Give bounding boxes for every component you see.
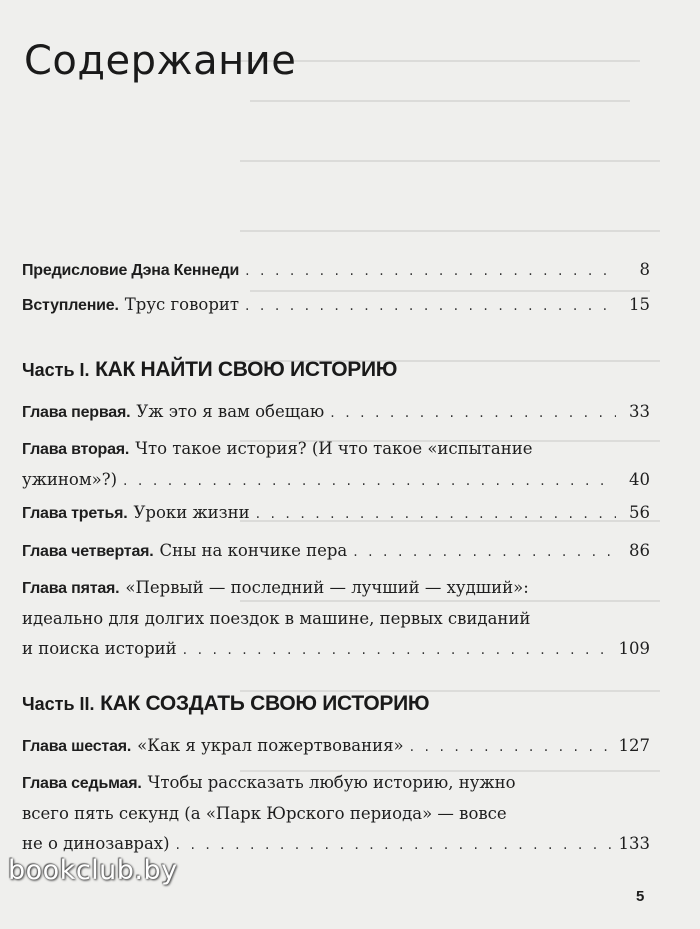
part-title: КАК НАЙТИ СВОЮ ИСТОРИЮ	[95, 358, 398, 381]
toc-entry-chapter-3	[22, 498, 650, 529]
entry-title-cont: идеально для долгих поездок в машине, первых свиданий	[22, 609, 531, 628]
watermark: bookclub.by	[8, 855, 178, 886]
dot-leader	[330, 398, 616, 428]
entry-label: Глава пятая.	[22, 580, 120, 597]
entry-title: Сны на кончике пера	[159, 541, 348, 560]
entry-title: Уроки жизни	[133, 503, 250, 522]
entry-title-cont: и поиска историй	[22, 639, 177, 658]
page-ref: 33	[629, 402, 650, 421]
entry-title: Уж это я вам обещаю	[136, 402, 325, 421]
entry-label: Глава четвертая.	[22, 543, 154, 560]
page-ref: 133	[618, 834, 650, 853]
entry-title: Чтобы рассказать любую историю, нужно	[147, 773, 516, 792]
dot-leader	[353, 537, 616, 567]
entry-title-cont: всего пять секунд (а «Парк Юрского периода» — вовсе	[22, 804, 507, 823]
page-title: Содержание	[24, 38, 297, 84]
entry-title-cont: не о динозаврах)	[22, 834, 170, 853]
dot-leader	[123, 466, 616, 496]
dot-leader	[245, 291, 616, 321]
toc-entry-intro	[22, 290, 650, 321]
page-ref: 8	[639, 260, 650, 279]
entry-title: «Первый — последний — лучший — худший»:	[125, 578, 529, 597]
entry-label: Глава третья.	[22, 505, 128, 522]
entry-title: «Как я украл пожертвования»	[137, 736, 404, 755]
entry-label: Глава первая.	[22, 404, 131, 421]
toc-entry-chapter-1	[22, 397, 650, 428]
dot-leader	[183, 635, 613, 665]
entry-title: Трус говорит	[124, 295, 240, 314]
entry-label: Глава шестая.	[22, 738, 132, 755]
entry-label: Глава седьмая.	[22, 775, 142, 792]
part-label: Часть II.	[22, 694, 95, 714]
page-ref: 86	[629, 541, 650, 560]
toc-entry-chapter-7	[22, 768, 650, 860]
page-ref: 40	[629, 470, 650, 489]
part-title: КАК СОЗДАТЬ СВОЮ ИСТОРИЮ	[100, 692, 430, 715]
page-ref: 15	[629, 295, 650, 314]
part-heading-2	[22, 692, 429, 716]
dot-leader	[245, 256, 616, 286]
toc-entry-chapter-4	[22, 536, 650, 567]
entry-title: Что такое история? (И что такое «испытание	[135, 439, 533, 458]
part-heading-1	[22, 358, 397, 382]
page-ref: 56	[629, 503, 650, 522]
page-ref: 109	[618, 639, 650, 658]
toc-entry-chapter-6	[22, 731, 650, 762]
dot-leader	[176, 830, 613, 860]
toc-entry-chapter-2	[22, 434, 650, 496]
dot-leader	[256, 499, 616, 529]
entry-title-cont: ужином»?)	[22, 470, 118, 489]
entry-label: Глава вторая.	[22, 441, 130, 458]
entry-label: Вступление.	[22, 297, 119, 314]
entry-label: Предисловие Дэна Кеннеди	[22, 262, 240, 279]
part-label: Часть I.	[22, 360, 90, 380]
toc-entry-preface	[22, 255, 650, 286]
dot-leader	[410, 732, 613, 762]
page-ref: 127	[618, 736, 650, 755]
toc-entry-chapter-5	[22, 573, 650, 665]
page-number: 5	[636, 888, 645, 905]
